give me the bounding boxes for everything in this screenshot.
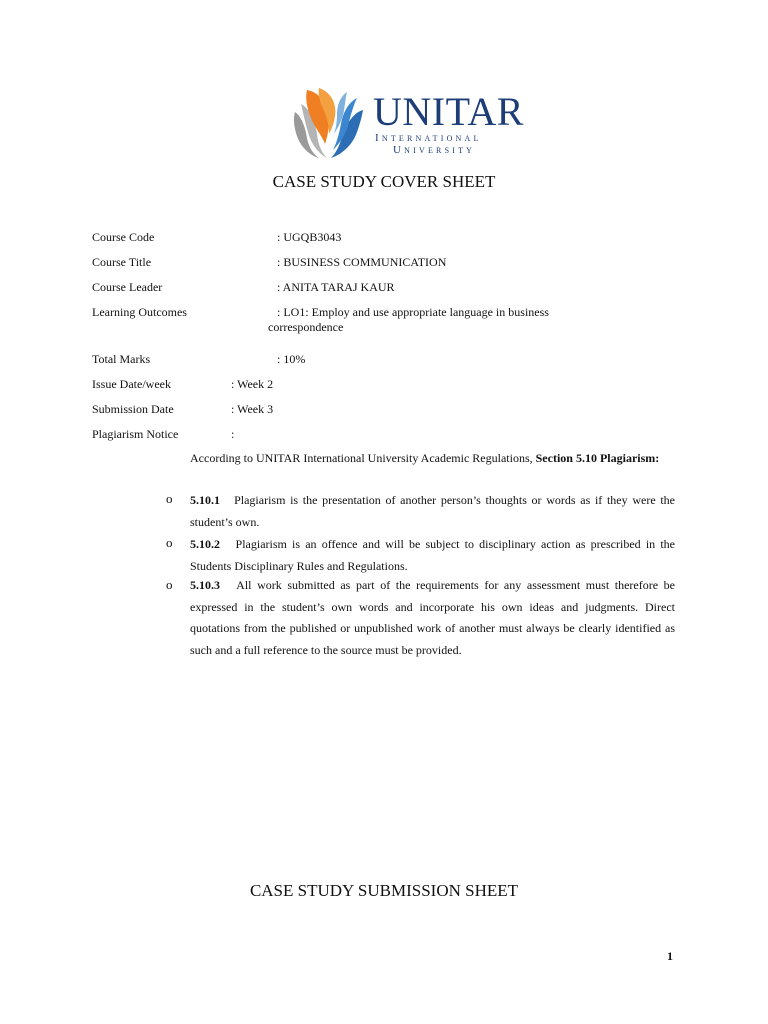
- field-label: Course Leader: [92, 280, 163, 294]
- clause-5-10-3: [190, 575, 675, 661]
- field-value: : ANITA TARAJ KAUR: [277, 280, 395, 294]
- field-value: : Week 3: [231, 402, 274, 416]
- submission-sheet-heading: CASE STUDY SUBMISSION SHEET: [249, 881, 519, 900]
- field-value-continued: correspondence: [268, 320, 344, 334]
- clause-number: 5.10.1: [190, 493, 220, 507]
- page-title: CASE STUDY COVER SHEET: [272, 172, 496, 191]
- field-value: :: [231, 427, 235, 441]
- field-label: Course Code: [92, 230, 155, 244]
- field-value: : BUSINESS COMMUNICATION: [277, 255, 447, 269]
- unitar-logo: [291, 86, 524, 160]
- logo-wordmark: UNITAR International University: [373, 89, 524, 156]
- field-label: Learning Outcomes: [92, 305, 187, 319]
- section-reference: Section 5.10 Plagiarism:: [535, 451, 660, 465]
- field-value: : Week 2: [231, 377, 274, 391]
- clause-text: Plagiarism is the presentation of another person’s thoughts or words as if they were the student’s own.: [190, 493, 675, 529]
- field-label: Issue Date/week: [92, 377, 171, 391]
- clause-text: Plagiarism is an offence and will be subject to disciplinary action as prescribed in the Students Disciplinary Rules and Regulations.: [190, 537, 675, 573]
- plagiarism-intro: According to UNITAR International University Academic Regulations, Section 5.10 Plagiarism:: [190, 451, 660, 465]
- bullet-marker: o: [166, 577, 173, 592]
- clause-5-10-1: [190, 489, 675, 533]
- clause-text: All work submitted as part of the requirements for any assessment must therefore be expressed in the student’s own words and incorporate his own ideas and judgments. Direct quotations from the published or unpublished work of another must always be clearly identified as such and a full reference to the source must be provided.: [190, 578, 675, 657]
- field-value: : LO1: Employ and use appropriate language in business: [277, 305, 549, 319]
- bullet-marker: o: [166, 491, 173, 506]
- clause-number: 5.10.3: [190, 578, 220, 592]
- page-number: 1: [667, 949, 673, 963]
- field-label: Course Title: [92, 255, 152, 269]
- field-value: : UGQB3043: [277, 230, 342, 244]
- field-value: : 10%: [277, 352, 306, 366]
- clause-5-10-2: [190, 533, 675, 577]
- field-label: Plagiarism Notice: [92, 427, 179, 441]
- field-label: Submission Date: [92, 402, 174, 416]
- field-label: Total Marks: [92, 352, 151, 366]
- unitar-book-icon: [291, 86, 371, 160]
- bullet-marker: o: [166, 535, 173, 550]
- clause-number: 5.10.2: [190, 537, 220, 551]
